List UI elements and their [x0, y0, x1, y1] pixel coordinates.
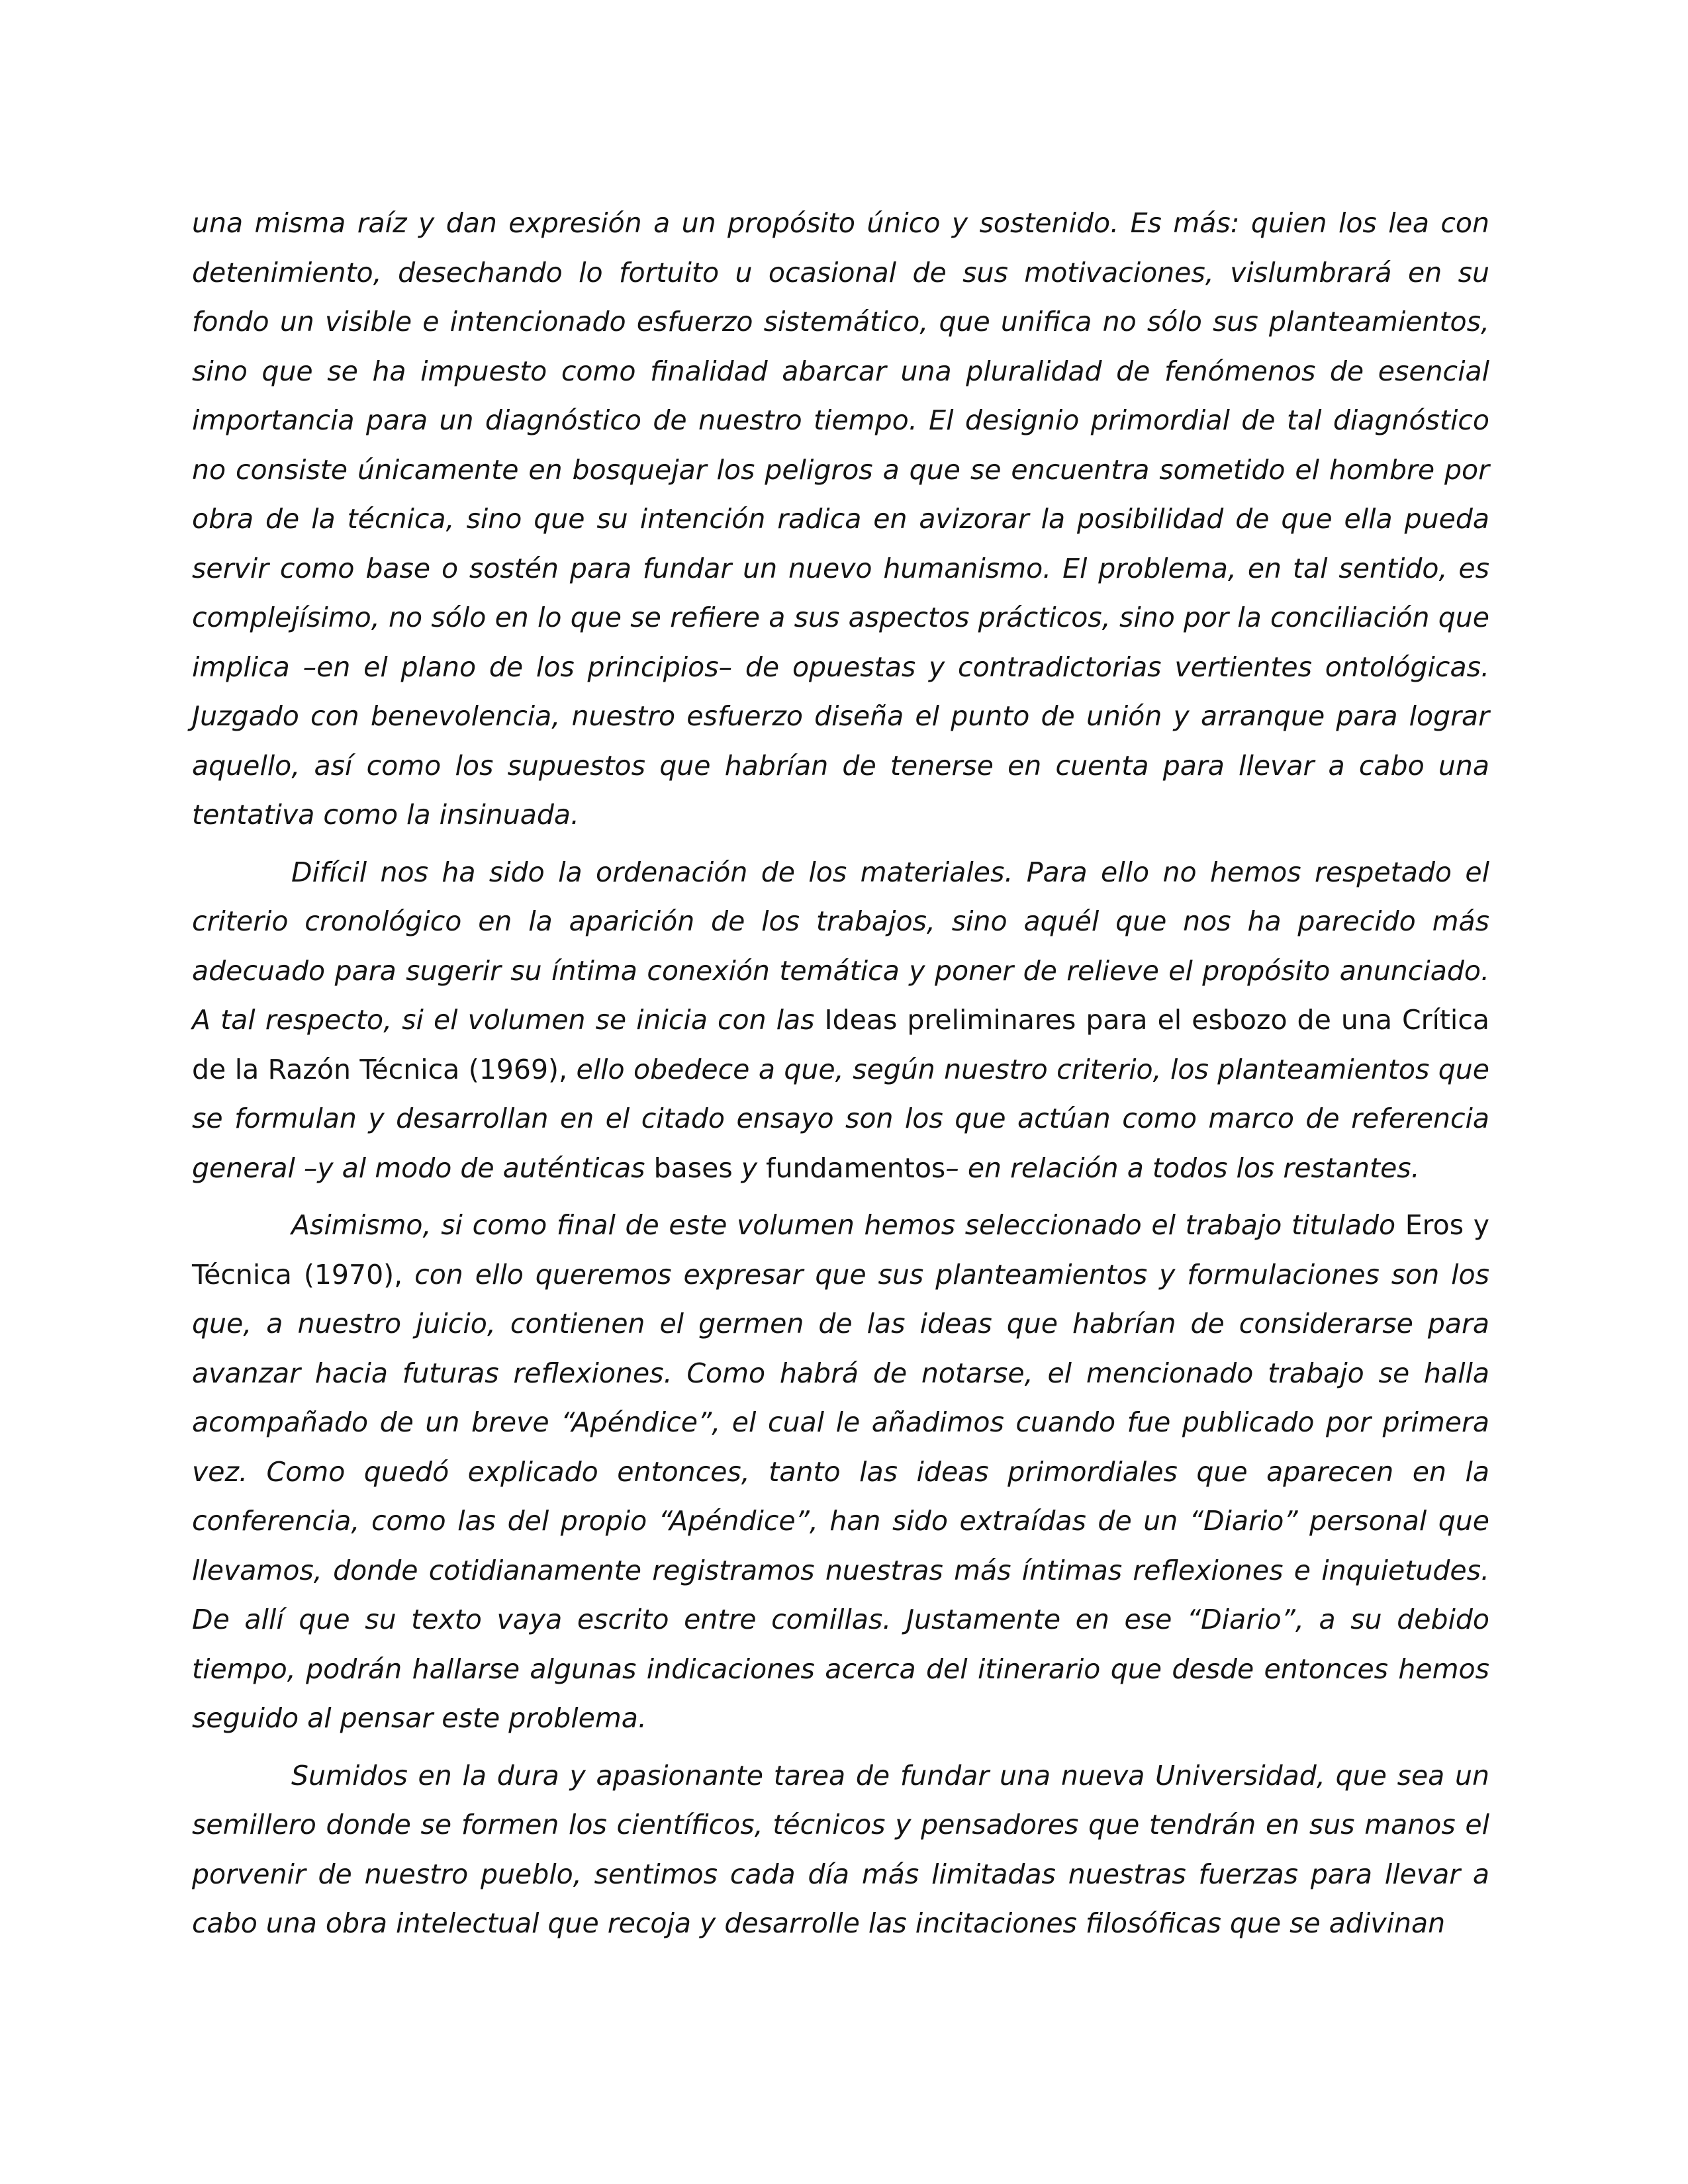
work-title-text: Ideas preliminares para el esbozo de una Crítica de la Razón Técnica (1969), — [192, 1004, 1489, 1085]
paragraph-text: ello obedece a que, según nuestro criterio, los planteamientos que se formulan y desarrollan en el citado ensayo son los que actúan como marco de referencia general –y al modo de auténticas — [192, 1053, 1489, 1184]
paragraph-text: una misma raíz y dan expresión a un propósito único y sostenido. Es más: quien los lea con detenimiento, desechando lo fortuito u ocasional de sus motivaciones, vislumbrará en su fondo un visible e intencionado esfuerzo sistemático, que unifica no sólo sus planteamientos, sino que se ha impuesto como finalidad abarcar una pluralidad de fenómenos de esencial importancia para un diagnóstico de nuestro tiempo. El designio primordial de tal diagnóstico no consiste únicamente en bosquejar los peligros a que se encuentra sometido el hombre por obra de la técnica, sino que su intención radica en avizorar la posibilidad de que ella pueda servir como base o sostén para fundar un nuevo humanismo. El problema, en tal sentido, es complejísimo, no sólo en lo que se refiere a sus aspectos prácticos, sino por la conciliación que implica –en el plano de los principios– de opuestas y contradictorias vertientes ontológicas. Juzgado con benevolencia, nuestro esfuerzo diseña el punto de unión y arranque para lograr aquello, así como los supuestos que habrían de tenerse en cuenta para llevar a cabo una tentativa como la insinuada. — [192, 207, 1489, 831]
work-title-text: bases — [653, 1152, 733, 1184]
work-title-text: fundamentos — [766, 1152, 946, 1184]
body-paragraph — [192, 1751, 1489, 1948]
paragraph-text: Difícil nos ha sido la ordenación de los materiales. Para ello no hemos respetado el criterio cronológico en la aparición de los trabajos, sino aquél que nos ha parecido más adecuado para sugerir su íntima conexión temática y poner de relieve el propósito anunciado. A tal respecto, si el volumen se inicia con las — [192, 856, 1489, 1036]
paragraph-text: – en relación a todos los restantes. — [945, 1152, 1420, 1184]
document-page — [192, 199, 1489, 1948]
paragraph-text: Sumidos en la dura y apasionante tarea de fundar una nueva Universidad, que sea un semillero donde se formen los científicos, técnicos y pensadores que tendrán en sus manos el porvenir de nuestro pueblo, sentimos cada día más limitadas nuestras fuerzas para llevar a cabo una obra intelectual que recoja y desarrolle las incitaciones filosóficas que se adivinan — [192, 1759, 1489, 1939]
paragraph-text: Asimismo, si como final de este volumen hemos seleccionado el trabajo titulado — [291, 1209, 1405, 1241]
work-title-text: Eros y Técnica (1970), — [192, 1209, 1489, 1291]
body-paragraph — [192, 199, 1489, 840]
body-paragraph — [192, 848, 1489, 1193]
body-paragraph — [192, 1201, 1489, 1743]
paragraph-text: con ello queremos expresar que sus planteamientos y formulaciones son los que, a nuestro juicio, contienen el germen de las ideas que habrían de considerarse para avanzar hacia futuras reflexiones. Como habrá de notarse, el mencionado trabajo se halla acompañado de un breve “Apéndice”, el cual le añadimos cuando fue publicado por primera vez. Como quedó explicado entonces, tanto las ideas primordiales que aparecen en la conferencia, como las del propio “Apéndice”, han sido extraídas de un “Diario” personal que llevamos, donde cotidianamente registramos nuestras más íntimas reflexiones e inquietudes. De allí que su texto vaya escrito entre comillas. Justamente en ese “Diario”, a su debido tiempo, podrán hallarse algunas indicaciones acerca del itinerario que desde entonces hemos seguido al pensar este problema. — [192, 1258, 1489, 1734]
paragraph-text: y — [732, 1152, 767, 1184]
